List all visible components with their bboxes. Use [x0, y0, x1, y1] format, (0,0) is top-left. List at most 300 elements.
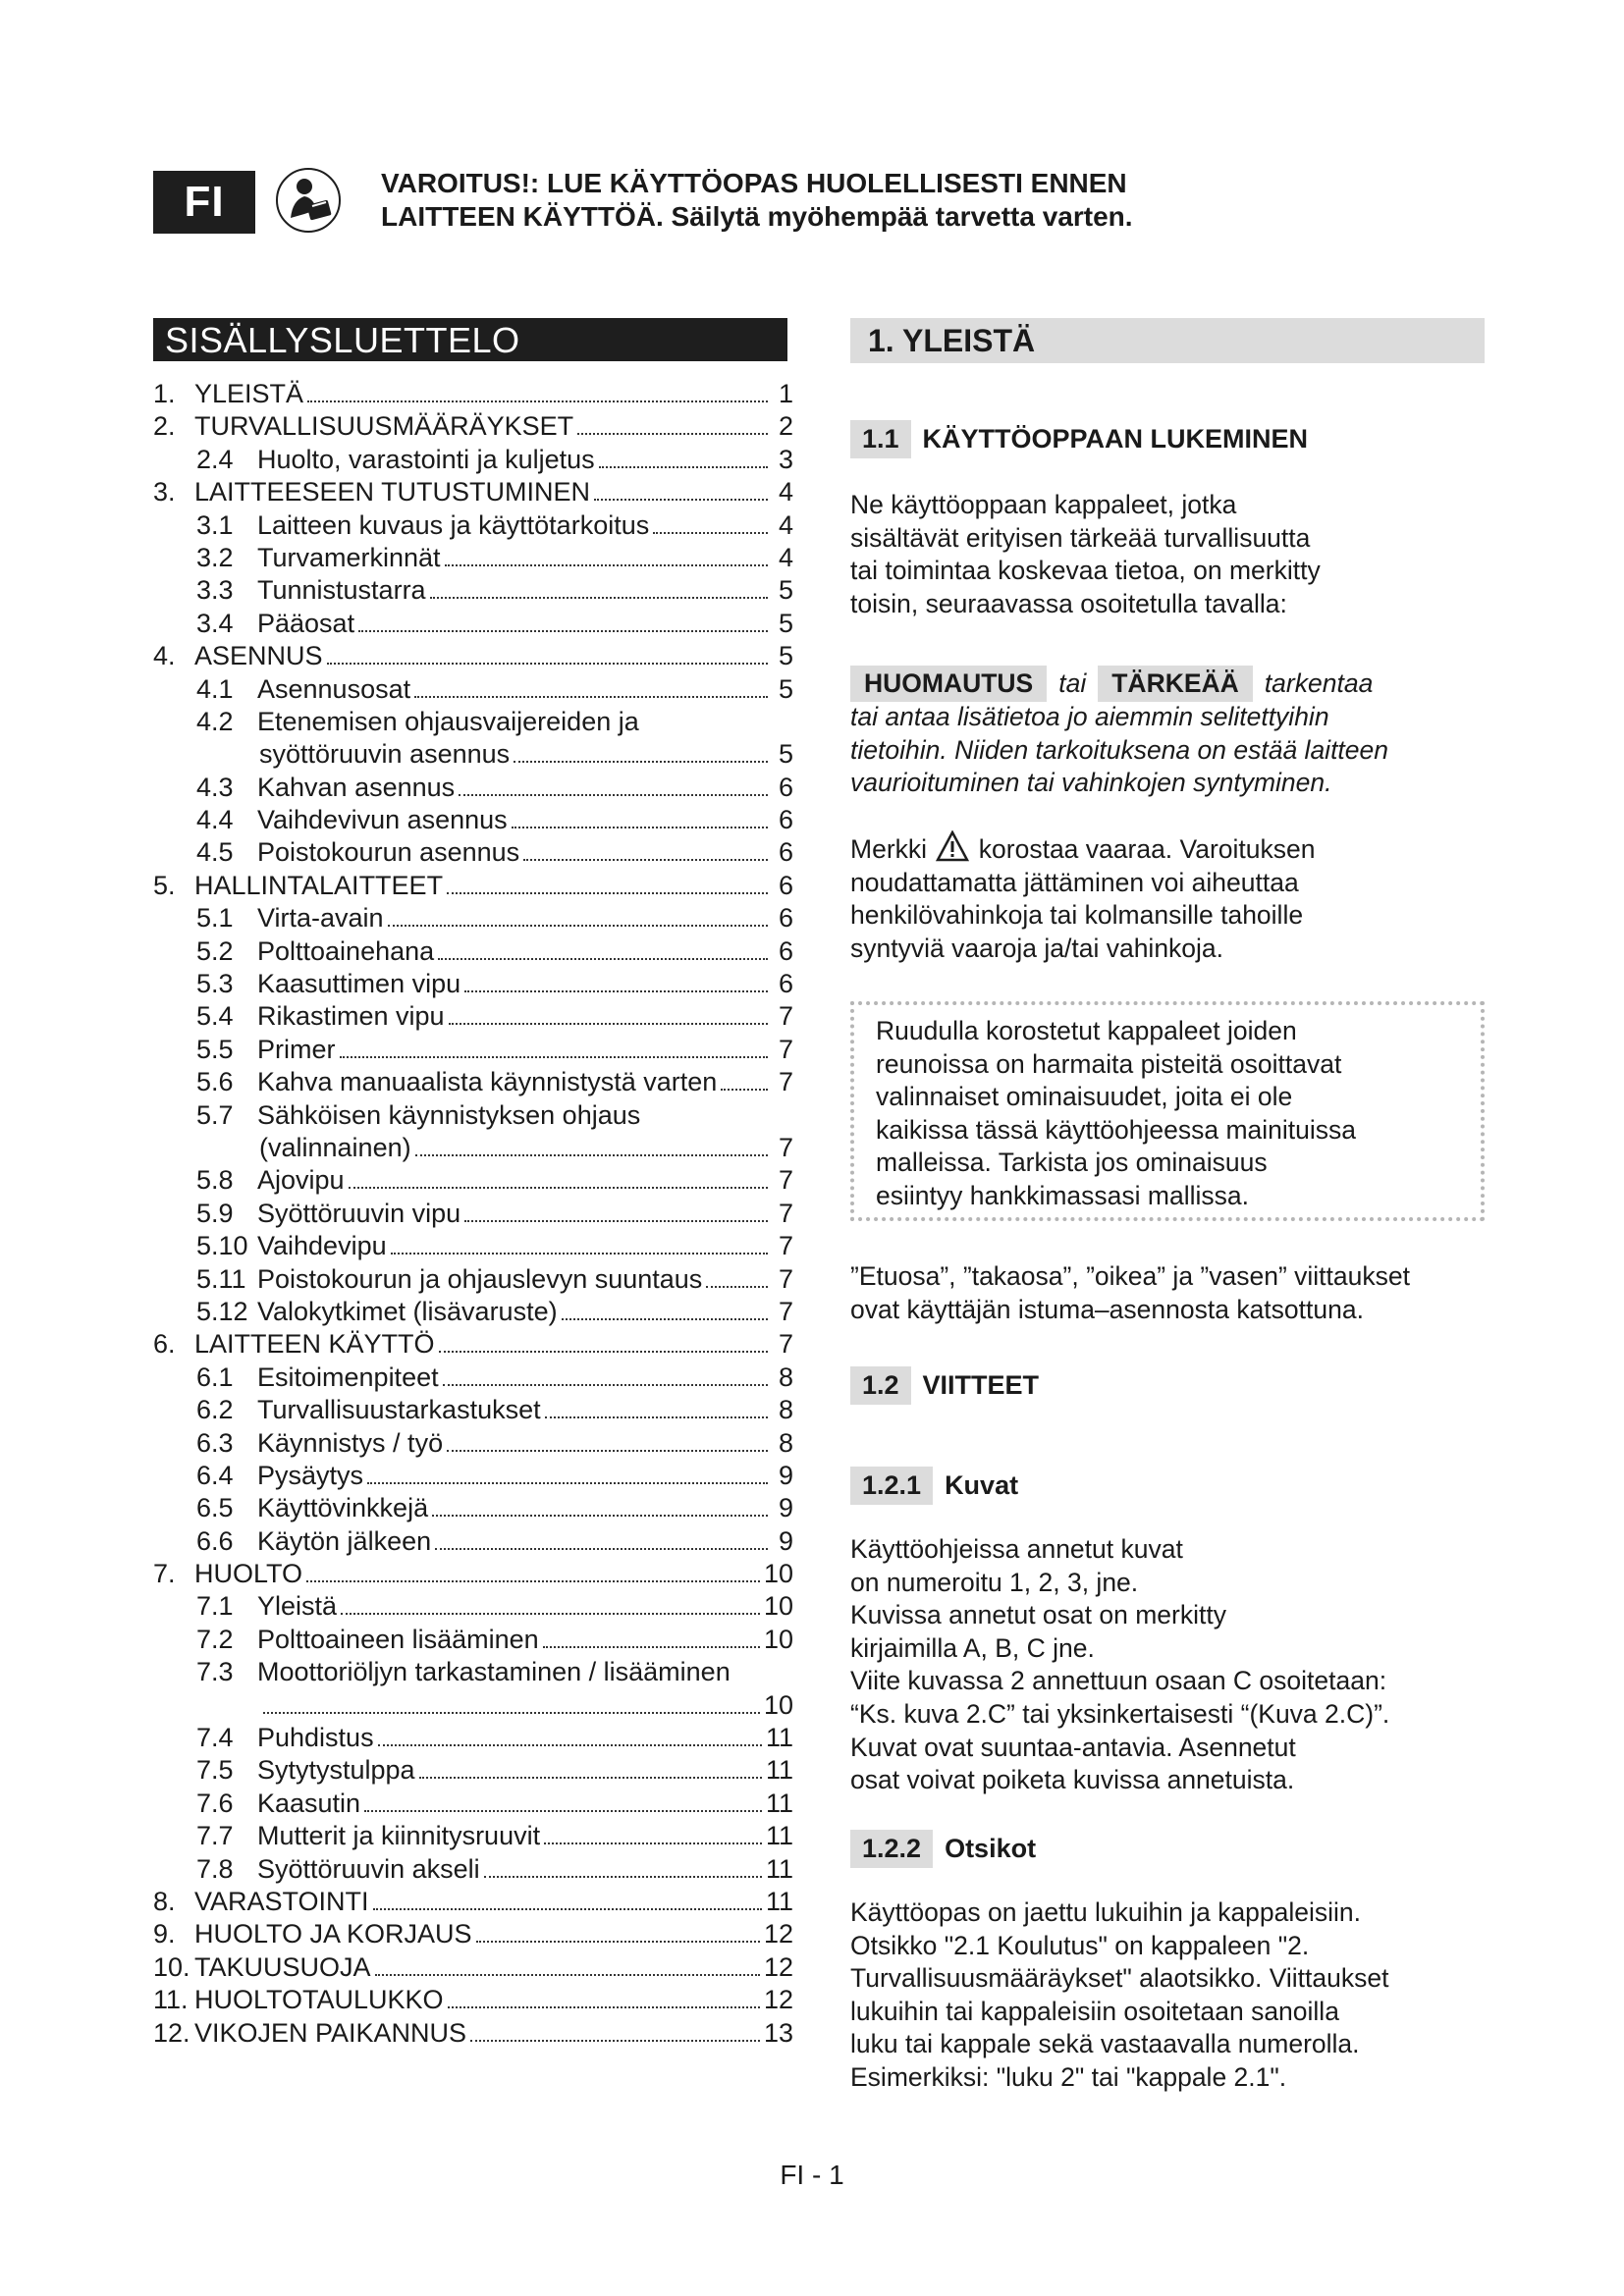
toc-item-number: 5.2	[196, 935, 234, 966]
toc-item	[153, 1591, 793, 1624]
toc-item-page: 10	[763, 1559, 793, 1589]
toc-item-title: LAITTEESEEN TUTUSTUMINEN	[194, 477, 591, 507]
toc-item-number: 7.3	[196, 1657, 234, 1687]
toc-item-number: 7.4	[196, 1723, 234, 1753]
toc-item-title: (valinnainen)	[259, 1132, 411, 1162]
toc-item-page: 7	[778, 1034, 793, 1064]
text-line: sisältävät erityisen tärkeää turvallisuutta	[850, 522, 1311, 553]
toc-item-page: 6	[778, 969, 793, 999]
toc-item-number: 7.	[153, 1559, 176, 1589]
toc-leader-dots	[459, 794, 768, 796]
toc-item-page: 7	[778, 1231, 793, 1261]
toc-item-number: 3.1	[196, 509, 234, 540]
toc-leader-dots	[470, 2040, 760, 2042]
toc-item-number: 5.4	[196, 1001, 234, 1032]
toc-item-title: HUOLTO JA KORJAUS	[194, 1919, 472, 1949]
toc-item-title: Huolto, varastointi ja kuljetus	[257, 444, 595, 474]
toc-item-page: 7	[778, 1198, 793, 1228]
toc-item-number: 5.9	[196, 1198, 234, 1228]
toc-item	[153, 1690, 793, 1723]
note-tail: tarkentaa	[1264, 668, 1374, 698]
toc-leader-dots	[544, 1842, 762, 1844]
note-description	[850, 701, 1485, 800]
toc-item-page: 7	[778, 1165, 793, 1196]
toc-item-page: 5	[778, 575, 793, 606]
toc-leader-dots	[391, 1253, 768, 1255]
orientation-paragraph	[850, 1260, 1485, 1326]
toc-item-page: 7	[778, 1296, 793, 1326]
toc-item-page: 12	[763, 1951, 793, 1982]
toc-leader-dots	[388, 925, 768, 927]
text-line: ovat käyttäjän istuma–asennosta katsottuna.	[850, 1294, 1364, 1324]
toc-item-page: 8	[778, 1362, 793, 1392]
toc-item-title: Polttoaineen lisääminen	[257, 1624, 539, 1654]
language-badge: FI	[153, 171, 255, 234]
toc-item-number: 4.1	[196, 673, 234, 704]
toc-item-number: 5.3	[196, 969, 234, 999]
toc-leader-dots	[341, 1613, 760, 1615]
toc-item-number: 2.4	[196, 444, 234, 474]
toc-item	[153, 1526, 793, 1559]
toc-leader-dots	[484, 1876, 762, 1878]
toc-item-page: 6	[778, 837, 793, 868]
reading-paragraph	[850, 489, 1485, 620]
text-line: kaikissa tässä käyttöohjeessa mainituissa	[876, 1114, 1357, 1145]
section-title: 1. YLEISTÄ	[850, 318, 1485, 363]
warning-text	[381, 167, 1133, 234]
toc-item-title: TAKUUSUOJA	[194, 1951, 371, 1982]
text-line: noudattamatta jättäminen voi aiheuttaa	[850, 867, 1299, 897]
toc-item-title: Polttoainehana	[257, 935, 435, 966]
toc-item	[153, 1001, 793, 1034]
toc-item-page: 7	[778, 1329, 793, 1360]
toc-item-number: 9.	[153, 1919, 176, 1949]
toc-title: SISÄLLYSLUETTELO	[153, 318, 787, 361]
toc-item-number: 5.8	[196, 1165, 234, 1196]
subsection-title: VIITTEET	[922, 1370, 1040, 1400]
toc-item-title: HALLINTALAITTEET	[194, 870, 444, 900]
toc-item-number: 6.3	[196, 1427, 234, 1458]
toc-item-page: 11	[765, 1788, 793, 1818]
toc-item	[153, 2018, 793, 2051]
toc-item-title: Yleistä	[257, 1591, 338, 1622]
toc-leader-dots	[594, 499, 768, 501]
toc-leader-dots	[443, 1384, 768, 1386]
text-line: Esimerkiksi: "luku 2" tai "kappale 2.1".	[850, 2061, 1287, 2092]
toc-item	[153, 1657, 793, 1689]
toc-item-page: 9	[778, 1493, 793, 1523]
toc-item	[153, 969, 793, 1001]
toc-leader-dots	[599, 466, 768, 468]
toc-item-number: 1.	[153, 379, 176, 408]
optional-feature-box	[850, 1001, 1485, 1221]
toc-item-title: Primer	[257, 1034, 336, 1064]
toc-item-page: 5	[778, 641, 793, 671]
toc-item-title: HUOLTOTAULUKKO	[194, 1985, 444, 2015]
toc-item	[153, 805, 793, 837]
toc-item-title: VIKOJEN PAIKANNUS	[194, 2017, 467, 2048]
toc-item-title: Valokytkimet (lisävaruste)	[257, 1296, 558, 1326]
toc-item-page: 2	[778, 411, 793, 442]
toc-item	[153, 1887, 793, 1919]
toc-item-number: 7.5	[196, 1755, 234, 1786]
toc-leader-dots	[653, 532, 768, 534]
toc-item-title: Kaasuttimen vipu	[257, 969, 461, 999]
toc-item	[153, 707, 793, 739]
toc-item-title: Sähköisen käynnistyksen ohjaus	[257, 1099, 641, 1130]
toc-item-title: LAITTEEN KÄYTTÖ	[194, 1329, 435, 1360]
toc-item-number: 6.4	[196, 1460, 234, 1490]
subsection-1-1-heading	[850, 420, 1308, 458]
toc-item	[153, 1952, 793, 1985]
toc-leader-dots	[523, 859, 768, 861]
toc-item	[153, 1329, 793, 1362]
text-line: Käyttöopas on jaettu lukuihin ja kappaleisiin.	[850, 1897, 1362, 1927]
toc-item-page: 6	[778, 772, 793, 802]
toc-item-title: Mutterit ja kiinnitysruuvit	[257, 1821, 541, 1851]
toc-leader-dots	[432, 1515, 768, 1517]
toc-item	[153, 1625, 793, 1657]
toc-item	[153, 1100, 793, 1133]
toc-item-title: Käynnistys / työ	[257, 1427, 444, 1458]
toc-item-number: 10.	[153, 1951, 190, 1982]
toc-item-number: 7.1	[196, 1591, 234, 1622]
subsection-title: Kuvat	[945, 1470, 1019, 1500]
toc-item-number: 6.2	[196, 1395, 234, 1425]
subsection-number: 1.2.2	[850, 1830, 933, 1868]
text-line: toisin, seuraavassa osoitetulla tavalla:	[850, 588, 1287, 618]
text-line: lukuihin tai kappaleisiin osoitetaan sanoilla	[850, 1996, 1339, 2026]
toc-item	[153, 1231, 793, 1263]
toc-leader-dots	[364, 1810, 762, 1812]
toc-item	[153, 641, 793, 673]
toc-item-number: 4.5	[196, 837, 234, 868]
text-line: on numeroitu 1, 2, 3, jne.	[850, 1567, 1139, 1597]
toc-item	[153, 739, 793, 772]
text-line: henkilövahinkoja tai kolmansille tahoille	[850, 900, 1304, 931]
text-line: Käyttöohjeissa annetut kuvat	[850, 1534, 1183, 1564]
toc-item-title: Pääosat	[257, 608, 355, 638]
text-line: reunoissa on harmaita pisteitä osoittavat	[876, 1048, 1342, 1079]
toc-item-page: 9	[778, 1525, 793, 1556]
toc-item-title: Esitoimenpiteet	[257, 1362, 439, 1392]
toc-item-title: Käyttövinkkejä	[257, 1493, 429, 1523]
toc-item-number: 8.	[153, 1886, 176, 1916]
toc-item-title: Pysäytys	[257, 1460, 364, 1490]
toc-leader-dots	[435, 1548, 768, 1550]
toc-leader-dots	[306, 1580, 760, 1582]
toc-item	[153, 1789, 793, 1821]
toc-item-number: 5.6	[196, 1067, 234, 1097]
toc-item	[153, 445, 793, 477]
text-line: “Ks. kuva 2.C” tai yksinkertaisesti “(Kuva 2.C)”.	[850, 1698, 1390, 1729]
toc-item-number: 6.	[153, 1329, 176, 1360]
toc-item	[153, 1428, 793, 1461]
toc-item-page: 3	[778, 444, 793, 474]
toc-item-title: Syöttöruuvin vipu	[257, 1198, 461, 1228]
toc-leader-dots	[448, 2006, 760, 2008]
toc-item	[153, 1985, 793, 2017]
toc-item-page: 8	[778, 1395, 793, 1425]
text-line: tai antaa lisätietoa jo aiemmin selitettyihin	[850, 702, 1329, 731]
toc-item-page: 6	[778, 935, 793, 966]
toc-item	[153, 674, 793, 707]
toc-item-page: 5	[778, 608, 793, 638]
toc-item-title: Kaasutin	[257, 1788, 361, 1818]
toc-item	[153, 1919, 793, 1951]
toc-item-number: 3.4	[196, 608, 234, 638]
toc-item-number: 3.3	[196, 575, 234, 606]
subsection-title: Otsikot	[945, 1834, 1037, 1863]
toc-item-title: Puhdistus	[257, 1723, 374, 1753]
toc-item-title: Turvallisuustarkastukset	[257, 1395, 541, 1425]
text-line: Viite kuvassa 2 annettuun osaan C osoitetaan:	[850, 1666, 1387, 1696]
toc-item-number: 5.11	[196, 1263, 246, 1294]
toc-leader-dots	[514, 761, 768, 763]
toc-item-number: 6.1	[196, 1362, 234, 1392]
toc-item-number: 7.2	[196, 1624, 234, 1654]
toc-item	[153, 1493, 793, 1525]
toc-item-title: TURVALLISUUSMÄÄRÄYKSET	[194, 411, 574, 442]
toc-item-page: 1	[778, 379, 793, 408]
toc-item	[153, 411, 793, 444]
toc-item-page: 10	[763, 1689, 793, 1720]
subsection-number: 1.2.1	[850, 1467, 933, 1505]
toc-leader-dots	[307, 400, 768, 402]
toc-item-page: 5	[778, 739, 793, 770]
text-line: Kuvissa annetut osat on merkitty	[850, 1600, 1226, 1630]
toc-item-page: 13	[763, 2017, 793, 2048]
toc-leader-dots	[577, 433, 768, 435]
toc-leader-dots	[476, 1941, 760, 1943]
toc-item-title: HUOLTO	[194, 1559, 303, 1589]
text-line: kirjaimilla A, B, C jne.	[850, 1632, 1095, 1663]
toc-leader-dots	[439, 1351, 768, 1353]
read-manual-icon	[275, 167, 342, 234]
text-line: vaurioituminen tai vahinkojen syntyminen.	[850, 768, 1332, 798]
toc-item-number: 5.	[153, 870, 176, 900]
toc-item-title: VARASTOINTI	[194, 1886, 369, 1916]
toc-leader-dots	[375, 1974, 760, 1976]
toc-item	[153, 1362, 793, 1395]
text-line: Otsikko "2.1 Koulutus" on kappaleen "2.	[850, 1930, 1310, 1960]
toc-item-title: Sytytystulppa	[257, 1755, 415, 1786]
toc-leader-dots	[512, 827, 768, 828]
toc-item-page: 9	[778, 1460, 793, 1490]
toc-leader-dots	[340, 1056, 769, 1058]
toc-item-page: 11	[765, 1723, 793, 1753]
toc-item-title: Etenemisen ohjausvaijereiden ja	[257, 706, 639, 736]
toc-item	[153, 1067, 793, 1099]
text-line: Kuvat ovat suuntaa-antavia. Asennetut	[850, 1732, 1296, 1762]
toc-item-title: syöttöruuvin asennus	[259, 739, 511, 770]
toc-item-title: Asennusosat	[257, 673, 411, 704]
warning-triangle-icon	[936, 830, 969, 862]
toc-item-title: Poistokourun ja ohjauslevyn suuntaus	[257, 1263, 703, 1294]
toc-item-page: 7	[778, 1132, 793, 1162]
toc-item-title: Kahva manuaalista käynnistystä varten	[257, 1067, 718, 1097]
toc-item	[153, 543, 793, 575]
text-line: esiintyy hankkimassasi mallissa.	[876, 1180, 1249, 1210]
toc-item-page: 7	[778, 1263, 793, 1294]
text-line: Ruudulla korostetut kappaleet joiden	[876, 1016, 1297, 1045]
toc-item-title: Kahvan asennus	[257, 772, 456, 802]
toc-item-title: Ajovipu	[257, 1165, 345, 1196]
subsection-1-2-1-heading	[850, 1467, 1018, 1505]
toc-leader-dots	[419, 1777, 762, 1779]
toc-item-page: 11	[765, 1821, 793, 1851]
toc-leader-dots	[414, 696, 768, 698]
toc-item-title: Vaihdevivun asennus	[257, 805, 508, 835]
important-label: TÄRKEÄÄ	[1098, 666, 1253, 702]
toc-item-number: 4.	[153, 641, 176, 671]
toc-item-title: Laitteen kuvaus ja käyttötarkoitus	[257, 509, 650, 540]
merkki-text-after: korostaa vaaraa. Varoituksen	[978, 834, 1316, 864]
toc-leader-dots	[449, 1023, 768, 1025]
text-line: Ne käyttöoppaan kappaleet, jotka	[850, 490, 1237, 519]
note-or: tai	[1058, 668, 1087, 698]
toc-item-page: 12	[763, 1919, 793, 1949]
warning-line-2: LAITTEEN KÄYTTÖÄ. Säilytä myöhempää tarvetta varten.	[381, 201, 1133, 232]
toc-item-page: 11	[765, 1853, 793, 1884]
toc-item-number: 3.2	[196, 542, 234, 572]
toc-item-number: 11.	[153, 1985, 189, 2015]
toc-item-page: 7	[778, 1001, 793, 1032]
toc-item	[153, 1559, 793, 1591]
toc-item-page: 6	[778, 903, 793, 934]
toc-item-page: 4	[778, 509, 793, 540]
toc-item-page: 4	[778, 477, 793, 507]
toc-leader-dots	[358, 630, 768, 632]
toc-leader-dots	[706, 1286, 768, 1288]
toc-item-title: Käytön jälkeen	[257, 1525, 432, 1556]
text-line: malleissa. Tarkista jos ominaisuus	[876, 1148, 1268, 1178]
text-line: tai toimintaa koskevaa tietoa, on merkitty	[850, 556, 1321, 586]
toc-item	[153, 1395, 793, 1427]
toc-item-page: 5	[778, 673, 793, 704]
toc-item-number: 7.7	[196, 1821, 234, 1851]
toc-leader-dots	[378, 1744, 762, 1746]
toc-item-number: 5.5	[196, 1034, 234, 1064]
toc-item-title: Syöttöruuvin akseli	[257, 1853, 480, 1884]
toc-item-number: 5.7	[196, 1099, 234, 1130]
toc-item-number: 4.3	[196, 772, 234, 802]
text-line: luku tai kappale sekä vastaavalla numerolla.	[850, 2029, 1360, 2059]
toc-item	[153, 837, 793, 870]
toc-leader-dots	[447, 892, 768, 894]
toc-item-title: Rikastimen vipu	[257, 1001, 445, 1032]
toc-item-number: 6.5	[196, 1493, 234, 1523]
toc-item-number: 7.8	[196, 1853, 234, 1884]
toc-item-title: Poistokourun asennus	[257, 837, 520, 868]
toc-leader-dots	[464, 1220, 768, 1222]
toc-item	[153, 1821, 793, 1853]
note-label: HUOMAUTUS	[850, 666, 1047, 702]
subsection-number: 1.2	[850, 1366, 911, 1405]
toc-item-number: 4.4	[196, 805, 234, 835]
text-line: valinnaiset ominaisuudet, joita ei ole	[876, 1082, 1293, 1112]
toc-item-number: 3.	[153, 477, 176, 507]
toc-item	[153, 936, 793, 969]
toc-item-number: 2.	[153, 411, 176, 442]
text-line	[850, 830, 1485, 867]
toc-item-page: 12	[763, 1985, 793, 2015]
text-line: syntyviä vaaroja ja/tai vahinkoja.	[850, 933, 1224, 963]
toc-item	[153, 510, 793, 543]
toc-item-page: 4	[778, 542, 793, 572]
toc-item-number: 7.6	[196, 1788, 234, 1818]
headings-paragraph	[850, 1896, 1485, 2095]
toc-item	[153, 1723, 793, 1755]
toc-leader-dots	[545, 1416, 768, 1418]
toc-item	[153, 1854, 793, 1887]
toc-item-number: 4.2	[196, 706, 234, 736]
figures-paragraph	[850, 1533, 1485, 1797]
toc-item-page: 10	[763, 1591, 793, 1622]
toc-item	[153, 1264, 793, 1297]
table-of-contents	[153, 379, 793, 2051]
toc-item-title: YLEISTÄ	[194, 379, 304, 408]
toc-item	[153, 1035, 793, 1067]
toc-leader-dots	[438, 958, 768, 960]
toc-item-title: Turvamerkinnät	[257, 542, 441, 572]
toc-item-page: 6	[778, 870, 793, 900]
toc-leader-dots	[263, 1712, 760, 1714]
toc-leader-dots	[721, 1089, 768, 1091]
toc-leader-dots	[562, 1318, 768, 1320]
toc-item	[153, 1165, 793, 1198]
toc-leader-dots	[464, 990, 768, 992]
toc-item-title: Vaihdevipu	[257, 1231, 387, 1261]
subsection-title: KÄYTTÖOPPAAN LUKEMINEN	[922, 424, 1309, 454]
toc-item-title: ASENNUS	[194, 641, 323, 671]
toc-item	[153, 1199, 793, 1231]
toc-item	[153, 1755, 793, 1788]
toc-item	[153, 1461, 793, 1493]
toc-leader-dots	[543, 1646, 760, 1648]
text-line: ”Etuosa”, ”takaosa”, ”oikea” ja ”vasen” viittaukset	[850, 1261, 1410, 1291]
toc-item-number: 5.10	[196, 1231, 248, 1261]
text-line: Turvallisuusmääräykset" alaotsikko. Viittaukset	[850, 1963, 1389, 1994]
toc-item-title: Tunnistustarra	[257, 575, 426, 606]
text-line: tietoihin. Niiden tarkoituksena on estää laitteen	[850, 734, 1389, 765]
toc-leader-dots	[373, 1908, 762, 1910]
toc-item	[153, 773, 793, 805]
subsection-1-2-2-heading	[850, 1830, 1036, 1868]
subsection-1-2-heading	[850, 1366, 1039, 1405]
toc-item	[153, 1133, 793, 1165]
toc-leader-dots	[430, 597, 768, 599]
toc-item-page: 8	[778, 1427, 793, 1458]
toc-leader-dots	[415, 1154, 768, 1156]
hazard-paragraph	[850, 830, 1485, 965]
toc-item-title: Moottoriöljyn tarkastaminen / lisääminen	[257, 1657, 731, 1687]
toc-item-page: 6	[778, 805, 793, 835]
toc-item	[153, 871, 793, 903]
toc-leader-dots	[327, 663, 768, 665]
toc-item	[153, 903, 793, 935]
toc-item-number: 5.1	[196, 903, 234, 934]
toc-leader-dots	[349, 1187, 768, 1189]
toc-item	[153, 609, 793, 641]
merkki-text: Merkki	[850, 834, 928, 864]
toc-item-number: 5.12	[196, 1296, 248, 1326]
note-legend	[850, 666, 1373, 702]
toc-item	[153, 575, 793, 608]
toc-item	[153, 477, 793, 509]
toc-item-page: 11	[765, 1886, 793, 1916]
toc-item-number: 6.6	[196, 1525, 234, 1556]
